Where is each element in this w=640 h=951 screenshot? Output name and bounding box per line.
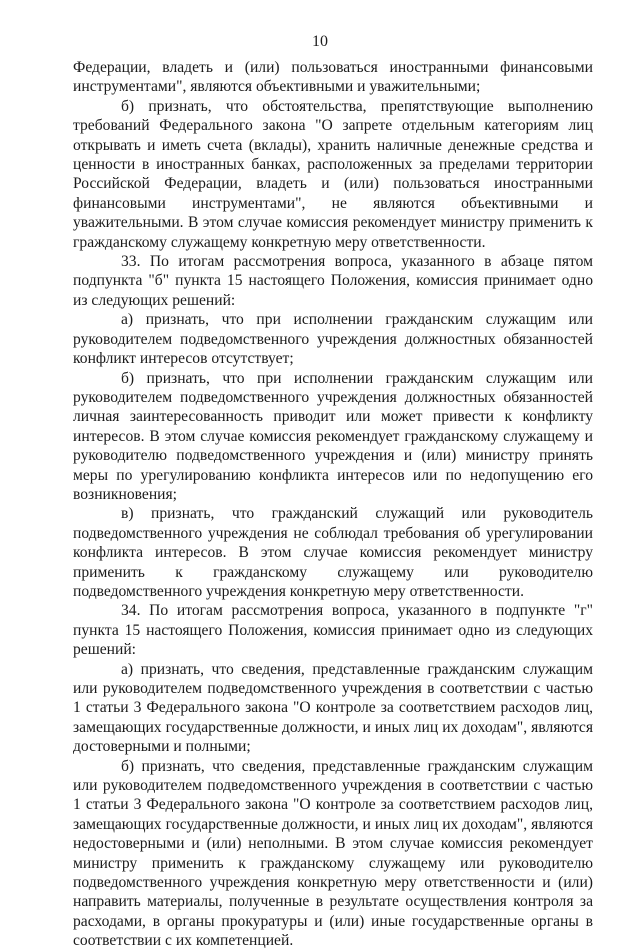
paragraph-34: 34. По итогам рассмотрения вопроса, указанного в подпункте "г" пункта 15 настоящего Положения, комиссия принимает одно из следующих решений: [73, 602, 593, 659]
page-number: 10 [312, 33, 328, 50]
document-body [73, 58, 593, 951]
paragraph-34-a: а) признать, что сведения, представленные гражданским служащим или руководителем подведомственного учреждения в соответствии с частью 1 статьи 3 Федерального закона "О контроле за соответствием расходов лиц, замещающих государственные должности, и иных лиц их доходам", являются достоверными и полными; [73, 660, 593, 756]
paragraph-33-v: в) признать, что гражданский служащий или руководитель подведомственного учреждения не соблюдал требования об урегулировании конфликта интересов. В этом случае комиссия рекомендует министру применить к гражданскому служащему или руководителю подведомственного учреждения конкретную меру ответственности. [73, 505, 593, 600]
paragraph-continuation: Федерации, владеть и (или) пользоваться иностранными финансовыми инструментами", являются объективными и уважительными; [73, 59, 593, 96]
paragraph-34-b: б) признать, что сведения, представленные гражданским служащим или руководителем подведомственного учреждения в соответствии с частью 1 статьи 3 Федерального закона "О контроле за соответствием расходов лиц, замещающих государственные должности, и иных лиц их доходам", являются недостоверными и (или) неполными. В этом случае комиссия рекомендует министру применить к гражданскому служащему или руководителю подведомственного учреждения конкретную меру ответственности и (или) направить материалы, полученные в результате осуществления контроля за расходами, в органы прокуратуры и (или) иные государственные органы в соответствии с их компетенцией. [73, 757, 593, 950]
paragraph-33: 33. По итогам рассмотрения вопроса, указанного в абзаце пятом подпункта "б" пункта 15 настоящего Положения, комиссия принимает одно из следующих решений: [73, 253, 593, 309]
paragraph-33-b: б) признать, что при исполнении гражданским служащим или руководителем подведомственного учреждения должностных обязанностей личная заинтересованность приводит или может привести к конфликту интересов. В этом случае комиссия рекомендует гражданскому служащему и руководителю подведомственного учреждения и (или) министру принять меры по урегулированию конфликта интересов или по недопущению его возникновения; [73, 369, 593, 503]
paragraph-32-b: б) признать, что обстоятельства, препятствующие выполнению требований Федерального закона "О запрете отдельным категориям лиц открывать и иметь счета (вклады), хранить наличные денежные средства и ценности в иностранных банках, расположенных за пределами территории Российской Федерации, владеть и (или) пользоваться иностранными финансовыми инструментами", не являются объективными и уважительными. В этом случае комиссия рекомендует министру применить к гражданскому служащему конкретную меру ответственности. [73, 97, 593, 251]
paragraph-33-a: а) признать, что при исполнении гражданским служащим или руководителем подведомственного учреждения должностных обязанностей конфликт интересов отсутствует; [73, 311, 593, 368]
